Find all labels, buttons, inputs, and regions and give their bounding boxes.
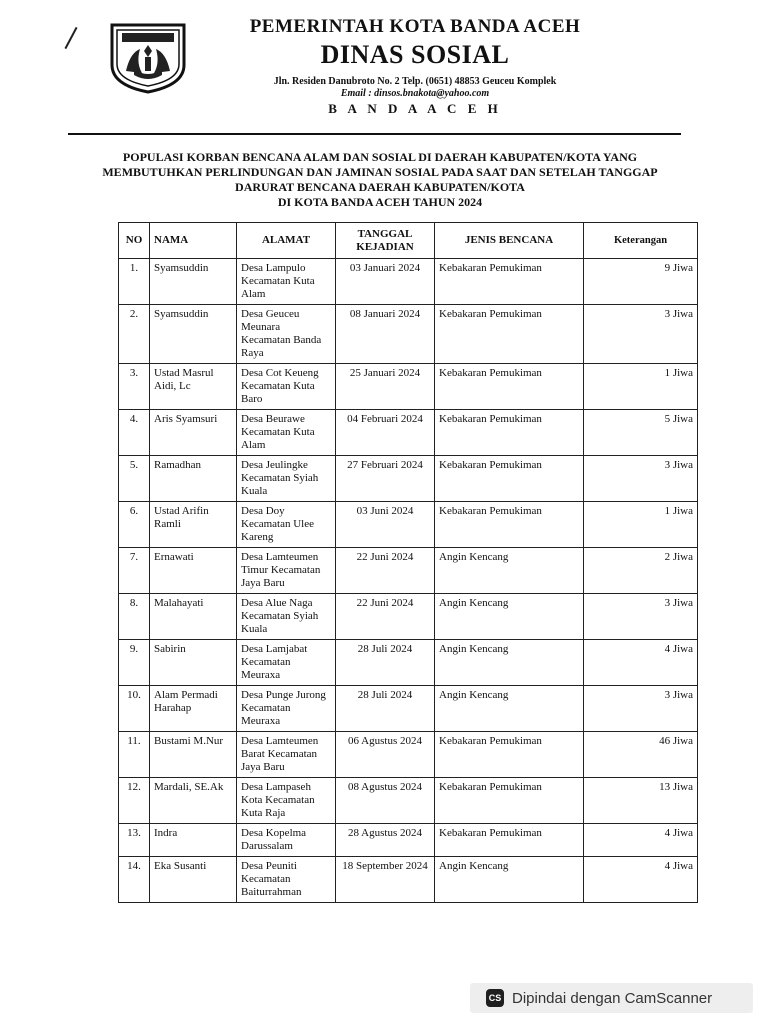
cell-keterangan: 1 Jiwa <box>584 364 698 410</box>
cell-jenis-bencana: Kebakaran Pemukiman <box>435 259 584 305</box>
cell-no: 3. <box>119 364 150 410</box>
table-row <box>119 686 698 732</box>
cell-nama: Alam Permadi Harahap <box>150 686 237 732</box>
cell-jenis-bencana: Kebakaran Pemukiman <box>435 824 584 857</box>
cell-jenis-bencana: Kebakaran Pemukiman <box>435 456 584 502</box>
table-row <box>119 732 698 778</box>
cell-alamat: Desa Cot Keueng Kecamatan Kuta Baro <box>237 364 336 410</box>
cell-no: 2. <box>119 305 150 364</box>
title-line-3: DARURAT BENCANA DAERAH KABUPATEN/KOTA <box>235 180 525 194</box>
table-row <box>119 410 698 456</box>
cell-nama: Ramadhan <box>150 456 237 502</box>
cell-alamat: Desa Lampaseh Kota Kecamatan Kuta Raja <box>237 778 336 824</box>
cell-no: 7. <box>119 548 150 594</box>
cell-tanggal: 28 Juli 2024 <box>336 686 435 732</box>
cell-alamat: Desa Jeulingke Kecamatan Syiah Kuala <box>237 456 336 502</box>
cell-jenis-bencana: Kebakaran Pemukiman <box>435 305 584 364</box>
letterhead-department: DINAS SOSIAL <box>320 40 510 69</box>
cell-nama: Sabirin <box>150 640 237 686</box>
cell-tanggal: 03 Januari 2024 <box>336 259 435 305</box>
cell-no: 12. <box>119 778 150 824</box>
cell-keterangan: 4 Jiwa <box>584 857 698 903</box>
table-row <box>119 305 698 364</box>
cell-jenis-bencana: Angin Kencang <box>435 640 584 686</box>
cell-jenis-bencana: Angin Kencang <box>435 686 584 732</box>
header-jenis: JENIS BENCANA <box>435 223 584 259</box>
cell-alamat: Desa Lamjabat Kecamatan Meuraxa <box>237 640 336 686</box>
cell-alamat: Desa Doy Kecamatan Ulee Kareng <box>237 502 336 548</box>
letterhead <box>200 16 630 117</box>
pen-mark <box>64 27 77 49</box>
cell-tanggal: 08 Januari 2024 <box>336 305 435 364</box>
cell-keterangan: 9 Jiwa <box>584 259 698 305</box>
cell-keterangan: 3 Jiwa <box>584 305 698 364</box>
letterhead-government: PEMERINTAH KOTA BANDA ACEH <box>249 16 581 37</box>
cell-no: 5. <box>119 456 150 502</box>
cell-nama: Bustami M.Nur <box>150 732 237 778</box>
cell-nama: Syamsuddin <box>150 305 237 364</box>
cell-keterangan: 13 Jiwa <box>584 778 698 824</box>
table-row <box>119 857 698 903</box>
letterhead-address: Jln. Residen Danubroto No. 2 Telp. (0651) 48853 Geuceu Komplek <box>273 76 557 87</box>
cell-nama: Ernawati <box>150 548 237 594</box>
header-nama: NAMA <box>150 223 237 259</box>
cell-alamat: Desa Kopelma Darussalam <box>237 824 336 857</box>
cell-alamat: Desa Alue Naga Kecamatan Syiah Kuala <box>237 594 336 640</box>
cell-no: 6. <box>119 502 150 548</box>
cell-keterangan: 3 Jiwa <box>584 594 698 640</box>
table-row <box>119 456 698 502</box>
header-tanggal: TANGGAL KEJADIAN <box>336 223 435 259</box>
cell-jenis-bencana: Kebakaran Pemukiman <box>435 502 584 548</box>
cell-keterangan: 2 Jiwa <box>584 548 698 594</box>
cell-nama: Syamsuddin <box>150 259 237 305</box>
title-line-1: POPULASI KORBAN BENCANA ALAM DAN SOSIAL DI DAERAH KABUPATEN/KOTA YANG <box>122 150 638 164</box>
cell-alamat: Desa Lamteumen Timur Kecamatan Jaya Baru <box>237 548 336 594</box>
city-emblem-logo <box>108 19 188 94</box>
cell-alamat: Desa Beurawe Kecamatan Kuta Alam <box>237 410 336 456</box>
cell-keterangan: 4 Jiwa <box>584 824 698 857</box>
cell-tanggal: 27 Februari 2024 <box>336 456 435 502</box>
header-no: NO <box>119 223 150 259</box>
letterhead-email: Email : dinsos.bnakota@yahoo.com <box>340 88 490 99</box>
cell-no: 10. <box>119 686 150 732</box>
cell-jenis-bencana: Angin Kencang <box>435 594 584 640</box>
header-alamat: ALAMAT <box>237 223 336 259</box>
cell-no: 9. <box>119 640 150 686</box>
cell-jenis-bencana: Kebakaran Pemukiman <box>435 732 584 778</box>
header-keterangan: Keterangan <box>584 223 698 259</box>
cell-keterangan: 5 Jiwa <box>584 410 698 456</box>
table-row <box>119 502 698 548</box>
cell-no: 4. <box>119 410 150 456</box>
cell-alamat: Desa Lampulo Kecamatan Kuta Alam <box>237 259 336 305</box>
cell-keterangan: 3 Jiwa <box>584 686 698 732</box>
cell-jenis-bencana: Kebakaran Pemukiman <box>435 410 584 456</box>
cell-alamat: Desa Geuceu Meunara Kecamatan Banda Raya <box>237 305 336 364</box>
cell-keterangan: 46 Jiwa <box>584 732 698 778</box>
cell-jenis-bencana: Angin Kencang <box>435 548 584 594</box>
camscanner-icon: CS <box>486 989 504 1007</box>
table-header-row <box>119 223 698 259</box>
table-row <box>119 259 698 305</box>
cell-jenis-bencana: Kebakaran Pemukiman <box>435 778 584 824</box>
cell-tanggal: 08 Agustus 2024 <box>336 778 435 824</box>
cell-no: 1. <box>119 259 150 305</box>
cell-tanggal: 22 Juni 2024 <box>336 594 435 640</box>
document-title <box>60 150 700 210</box>
table-row <box>119 640 698 686</box>
cell-keterangan: 4 Jiwa <box>584 640 698 686</box>
cell-no: 8. <box>119 594 150 640</box>
cell-tanggal: 28 Agustus 2024 <box>336 824 435 857</box>
cell-no: 14. <box>119 857 150 903</box>
cell-no: 11. <box>119 732 150 778</box>
cell-tanggal: 25 Januari 2024 <box>336 364 435 410</box>
table-row <box>119 824 698 857</box>
table-row <box>119 548 698 594</box>
cell-keterangan: 1 Jiwa <box>584 502 698 548</box>
cell-tanggal: 28 Juli 2024 <box>336 640 435 686</box>
table-body <box>119 259 698 903</box>
cell-nama: Mardali, SE.Ak <box>150 778 237 824</box>
victim-table <box>118 222 698 903</box>
cell-nama: Eka Susanti <box>150 857 237 903</box>
camscanner-watermark <box>470 983 753 1013</box>
cell-nama: Ustad Arifin Ramli <box>150 502 237 548</box>
cell-jenis-bencana: Angin Kencang <box>435 857 584 903</box>
table-row <box>119 594 698 640</box>
cell-tanggal: 03 Juni 2024 <box>336 502 435 548</box>
cell-jenis-bencana: Kebakaran Pemukiman <box>435 364 584 410</box>
camscanner-text: Dipindai dengan CamScanner <box>512 989 713 1007</box>
letterhead-divider <box>68 133 681 135</box>
cell-nama: Aris Syamsuri <box>150 410 237 456</box>
title-line-2: MEMBUTUHKAN PERLINDUNGAN DAN JAMINAN SOSIAL PADA SAAT DAN SETELAH TANGGAP <box>102 165 658 179</box>
letterhead-city: B A N D A A C E H <box>328 101 502 116</box>
cell-alamat: Desa Lamteumen Barat Kecamatan Jaya Baru <box>237 732 336 778</box>
title-line-4: DI KOTA BANDA ACEH TAHUN 2024 <box>277 195 483 209</box>
table-row <box>119 364 698 410</box>
cell-nama: Indra <box>150 824 237 857</box>
cell-no: 13. <box>119 824 150 857</box>
cell-alamat: Desa Peuniti Kecamatan Baiturrahman <box>237 857 336 903</box>
cell-nama: Ustad Masrul Aidi, Lc <box>150 364 237 410</box>
cell-nama: Malahayati <box>150 594 237 640</box>
cell-tanggal: 18 September 2024 <box>336 857 435 903</box>
cell-keterangan: 3 Jiwa <box>584 456 698 502</box>
cell-tanggal: 22 Juni 2024 <box>336 548 435 594</box>
cell-tanggal: 06 Agustus 2024 <box>336 732 435 778</box>
cell-alamat: Desa Punge Jurong Kecamatan Meuraxa <box>237 686 336 732</box>
table-row <box>119 778 698 824</box>
cell-tanggal: 04 Februari 2024 <box>336 410 435 456</box>
